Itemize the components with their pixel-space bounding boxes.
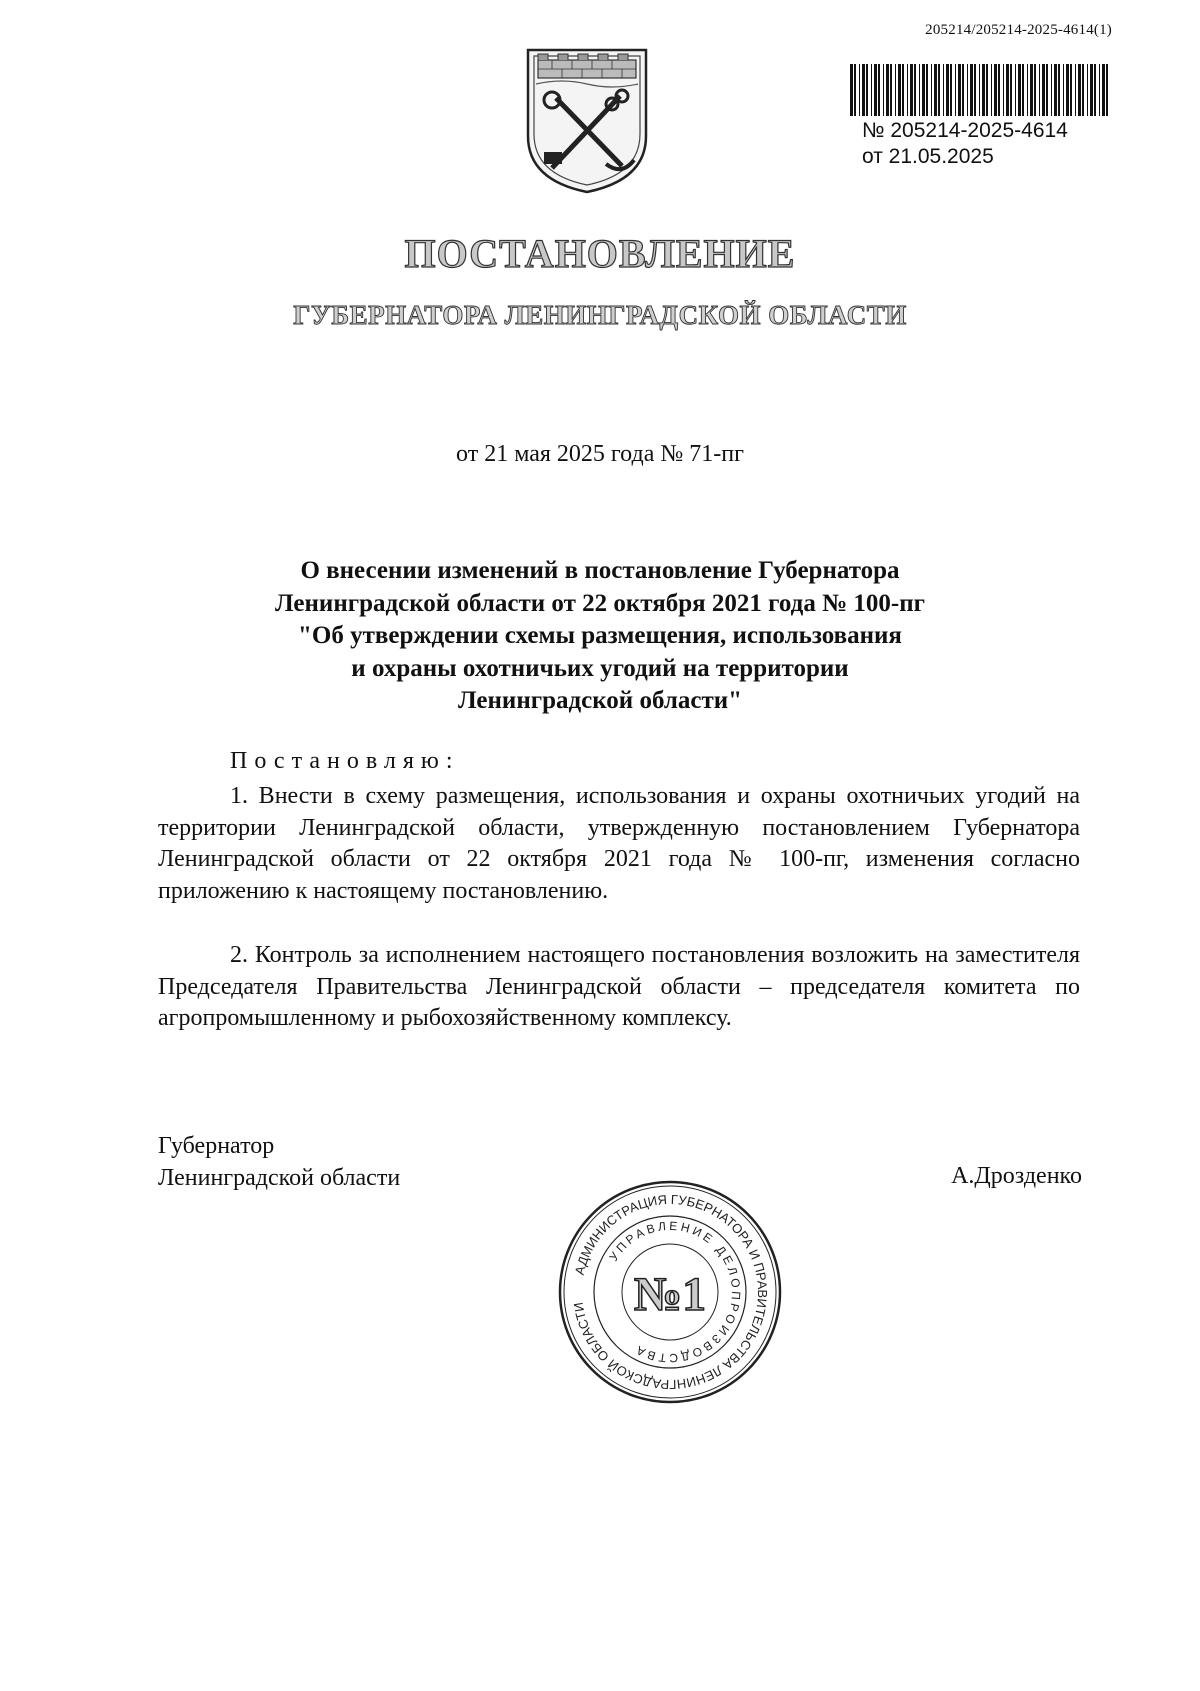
heading-line: Ленинградской области" [457,687,743,714]
signatory-position-line: Ленинградской области [158,1165,401,1191]
seal-inner-text: УПРАВЛЕНИЕ ДЕЛОПРОИЗВОДСТВА [606,1218,744,1366]
registration-date: от 21.05.2025 [862,145,994,168]
document-date-number: от 21 мая 2025 года № 71-пг [456,441,744,467]
document-heading [150,555,1050,718]
signatory-position [158,1130,400,1194]
coat-of-arms-icon [522,44,652,196]
signatory-name: А.Дрозденко [951,1163,1082,1189]
barcode-icon [850,64,1112,116]
heading-line: и охраны охотничьих угодий на территории [351,654,849,682]
seal-outer-text: АДМИНИСТРАЦИЯ ГУБЕРНАТОРА И ПРАВИТЕЛЬСТВА ЛЕНИНГРАДСКОЙ ОБЛАСТИ [570,1191,771,1393]
official-seal-icon [556,1178,784,1406]
resolve-word: Постановляю: [230,748,460,774]
paragraph-2: 2. Контроль за исполнением настоящего постановления возложить на заместителя Председателя Правительства Ленинградской области – председателя комитета по агропромышленному и рыбохозяйственному комплексу. [158,942,1080,1031]
seal-center-number: №1 [633,1268,707,1321]
paragraph-1: 1. Внести в схему размещения, использования и охраны охотничьих угодий на территории Ленинградской области, утвержденную постановлением Губернатора Ленинградской области от 22 октября 2021 года № 100-пг, изменения согласно приложению к настоящему постановлению. [158,783,1080,904]
heading-line: О внесении изменений в постановление Губернатора [300,557,900,584]
document-title: ПОСТАНОВЛЕНИЕ [404,231,796,276]
signatory-position-line: Губернатор [158,1133,275,1159]
registration-block [862,118,1068,170]
document-subtitle: ГУБЕРНАТОРА ЛЕНИНГРАДСКОЙ ОБЛАСТИ [293,300,907,330]
heading-line: "Об утверждении схемы размещения, использования [298,622,902,649]
document-id: 205214/205214-2025-4614(1) [925,22,1112,38]
heading-line: Ленинградской области от 22 октября 2021 года № 100-пг [274,589,926,617]
registration-number: № 205214-2025-4614 [862,119,1068,142]
